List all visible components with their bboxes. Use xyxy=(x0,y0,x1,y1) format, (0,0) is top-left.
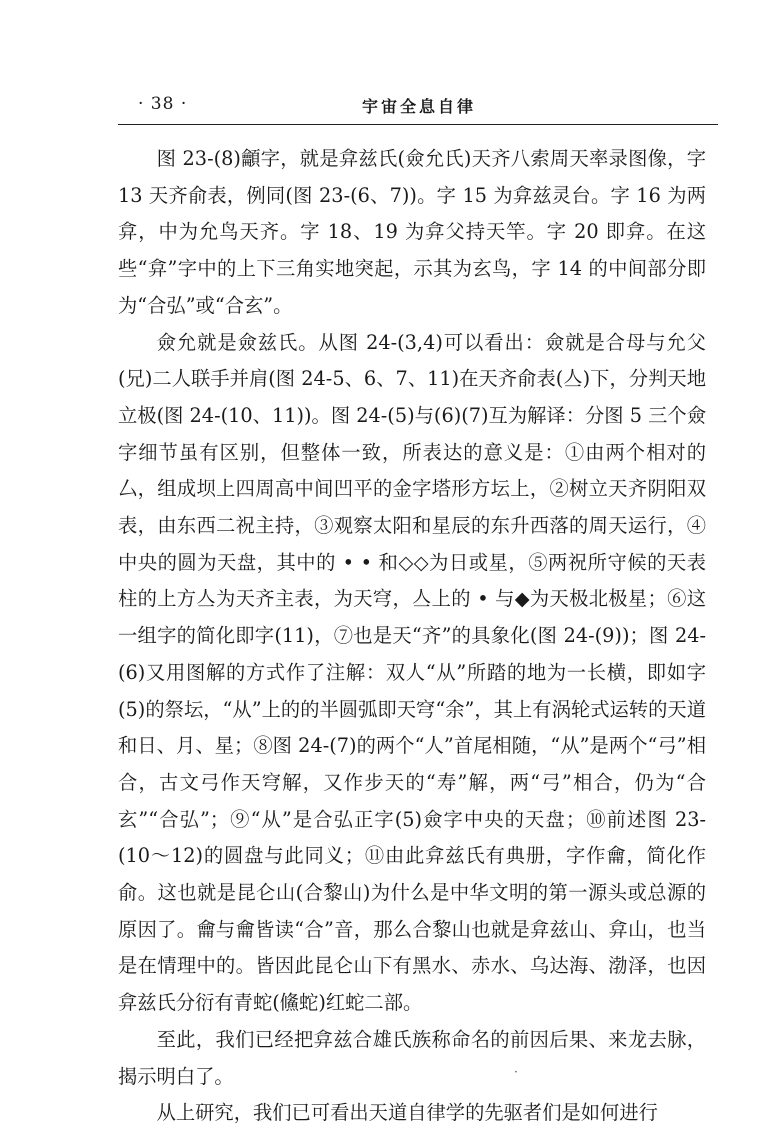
paragraph: 僉允就是僉兹氏。从图 24-(3,4)可以看出：僉就是合母与允父(兄)二人联手并肩(图 24-5、6、7、11)在天齐俞表(亼)下，分判天地立极(图 24-(10、11))。图 24-(5)与(6)(7)互为解译：分图 5 三个僉字细节虽有区别，但整体一致，所表达的意义是：①由两个相对的厶，组成坝上四周高中间凹平的金字塔形方坛上，②树立天齐阴阳双表，由东西二祝主持，③观察太阳和星辰的东升西落的周天运行，④中央的圆为天盘，其中的 • • 和◇◇为日或星，⑤两祝所守候的天表柱的上方亼为天齐主表，为天穹，亼上的 • 与◆为天极北极星；⑥这一组字的简化即字(11)，⑦也是天“齐”的具象化(图 24-(9))；图 24-(6)又用图解的方式作了注解：双人“从”所踏的地为一长横，即如字(5)的祭坛，“从”上的的半圆弧即天穹“余”，其上有涡轮式运转的天道和日、月、星；⑧图 24-(7)的两个“人”首尾相随，“从”是两个“弓”相合，古文弓作天穹解，又作步天的“寿”解，两“弓”相合，仍为“合玄”“合弘”；⑨“从”是合弘正字(5)僉字中央的天盘；⑩前述图 23-(10～12)的圆盘与此同义；⑪由此弇兹氏有典册，字作龠，简化作俞。这也就是昆仑山(合黎山)为什么是中华文明的第一源头或总源的原因了。龠与龠皆读“合”音，那么合黎山也就是弇兹山、弇山，也当是在情理中的。皆因此昆仑山下有黑水、赤水、乌达海、渤泽，也因弇兹氏分衍有青蛇(鯈蛇)红蛇二部。 xyxy=(118,330,706,1015)
body-text xyxy=(118,141,706,1132)
running-title: 宇宙全息自律 xyxy=(361,97,476,116)
paragraph: 图 23-(8)龥字，就是弇兹氏(僉允氏)天齐八索周天率录图像，字 13 天齐俞表，例同(图 23-(6、7))。字 15 为弇兹灵台。字 16 为两弇，中为允鸟天齐。字 18、19 为弇父持天竿。字 20 即弇。在这些“弇”字中的上下三角实地突起，示其为玄鸟，字 14 的中间部分即为“合弘”或“合玄”。 xyxy=(118,147,706,317)
paragraph: 至此，我们已经把弇兹合雄氏族称命名的前因后果、来龙去脉，揭示明白了。 xyxy=(118,1027,706,1088)
page-header xyxy=(118,94,720,120)
page-number: · 38 · xyxy=(138,94,188,114)
header-rule xyxy=(118,124,718,125)
footer-mark: · xyxy=(514,1065,518,1079)
paragraph: 从上研究，我们已可看出天道自律学的先驱者们是如何进行 xyxy=(156,1101,658,1125)
